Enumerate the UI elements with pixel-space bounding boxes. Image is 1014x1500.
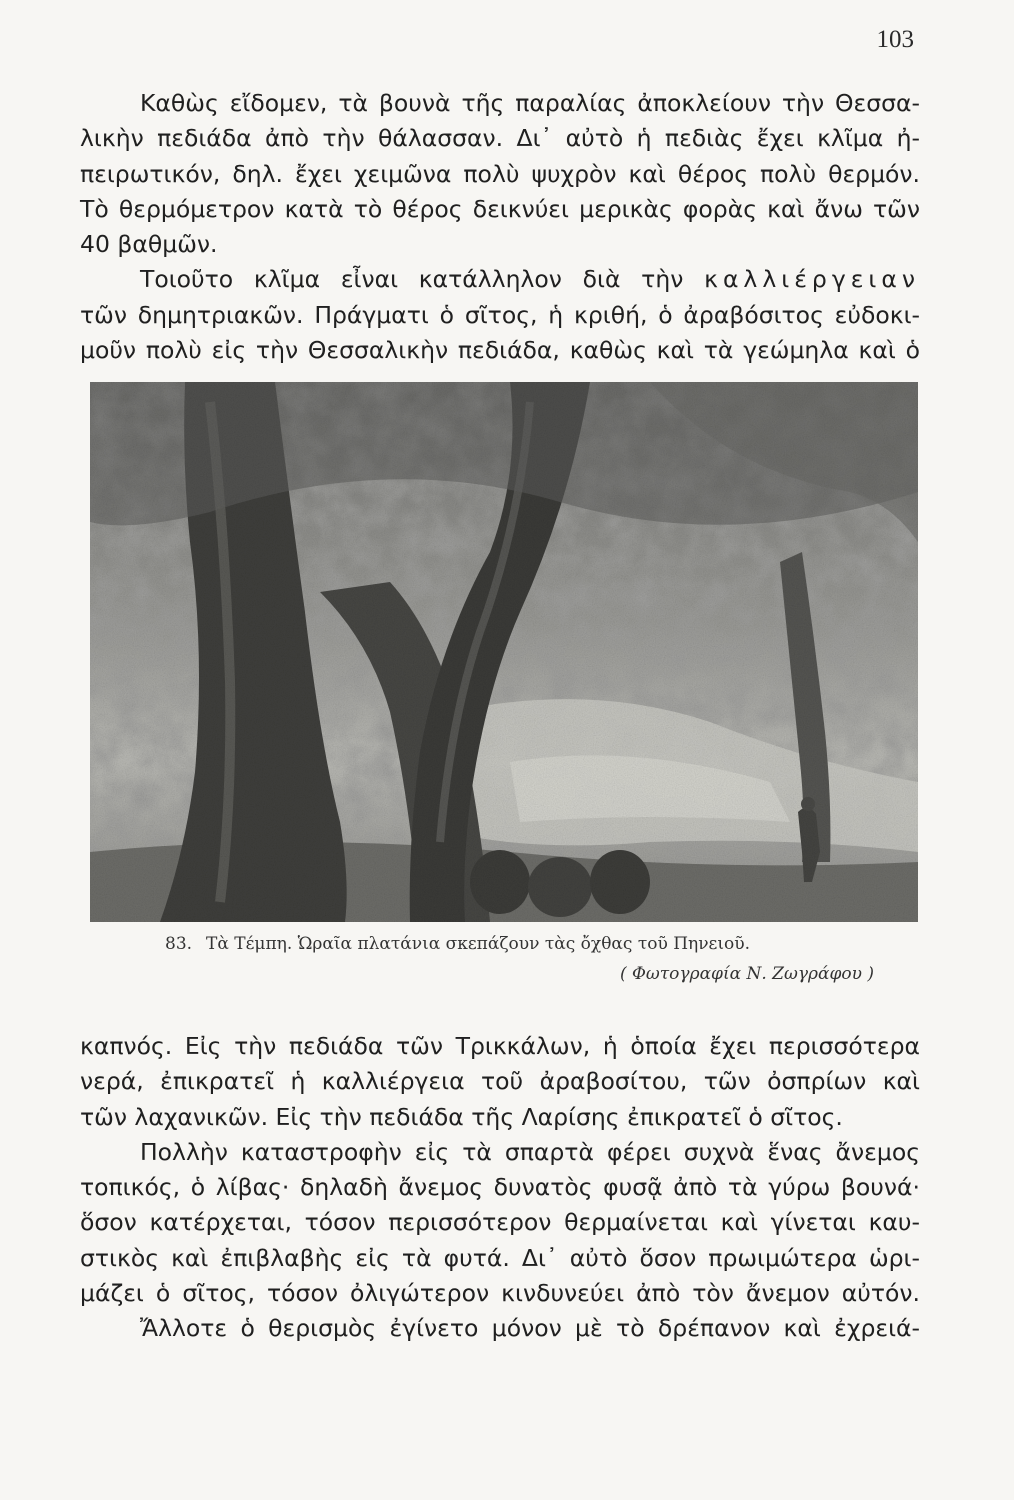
- page-number: 103: [876, 26, 914, 53]
- photo-credit: ( Φωτογραφία Ν. Ζωγράφου ): [619, 964, 874, 984]
- bottom-text-block: [80, 1029, 920, 1347]
- text-line: Πολλὴν καταστροφὴν εἰς τὰ σπαρτὰ φέρει συχνὰ ἕνας ἄνεμος: [140, 1137, 920, 1166]
- photograph-illustration: [90, 382, 918, 922]
- text-line: μάζει ὁ σῖτος, τόσον ὀλιγώτερον κινδυνεύει ἀπὸ τὸν ἄνεμον αὐτόν.: [80, 1279, 920, 1308]
- text-line: Καθὼς εἴδομεν, τὰ βουνὰ τῆς παραλίας ἀποκλείουν τὴν Θεσσα-: [140, 89, 920, 117]
- figure-caption: [165, 934, 750, 954]
- text-line: στικὸς καὶ ἐπιβλαβὴς εἰς τὰ φυτά. Δι᾽ αὐτὸ ὅσον πρωιμώτερα ὡρι-: [80, 1243, 920, 1272]
- text-line: τῶν λαχανικῶν. Εἰς τὴν πεδιάδα τῆς Λαρίσης ἐπικρατεῖ ὁ σῖτος.: [80, 1102, 843, 1131]
- figure-number: 83.: [165, 934, 193, 954]
- text-line: καπνός. Εἰς τὴν πεδιάδα τῶν Τρικκάλων, ἡ ὁποία ἔχει περισσότερα: [80, 1032, 920, 1060]
- text-line: [80, 262, 920, 297]
- text-line: λικὴν πεδιάδα ἀπὸ τὴν θάλασσαν. Δι᾽ αὐτὸ ἡ πεδιὰς ἔχει κλῖμα ἠ-: [80, 124, 920, 153]
- text-segment: Τοιοῦτο κλῖμα εἶναι κατάλληλον διὰ τὴν: [140, 265, 684, 294]
- text-line: νερά, ἐπικρατεῖ ἡ καλλιέργεια τοῦ ἀραβοσίτου, τῶν ὀσπρίων καὶ: [80, 1067, 920, 1096]
- text-line: ὅσον κατέρχεται, τόσον περισσότερον θερμαίνεται καὶ γίνεται καυ-: [80, 1208, 920, 1237]
- top-text-block: [80, 86, 920, 368]
- text-line: Ἄλλοτε ὁ θερισμὸς ἐγίνετο μόνον μὲ τὸ δρέπανον καὶ ἐχρειά-: [140, 1314, 920, 1343]
- figure-caption-text: Τὰ Τέμπη. Ὡραῖα πλατάνια σκεπάζουν τὰς ὄχθας τοῦ Πηνειοῦ.: [206, 934, 751, 954]
- text-line: Τὸ θερμόμετρον κατὰ τὸ θέρος δεικνύει μερικὰς φορὰς καὶ ἄνω τῶν: [80, 194, 920, 223]
- text-line: τῶν δημητριακῶν. Πράγματι ὁ σῖτος, ἡ κριθή, ὁ ἀραβόσιτος εὐδοκι-: [80, 300, 920, 329]
- photograph-plane-trees: [90, 382, 918, 922]
- emphasized-word: καλλιέργειαν: [704, 265, 920, 294]
- text-line: πειρωτικόν, δηλ. ἔχει χειμῶνα πολὺ ψυχρὸν καὶ θέρος πολὺ θερμόν.: [80, 159, 920, 188]
- text-line: μοῦν πολὺ εἰς τὴν Θεσσαλικὴν πεδιάδα, καθὼς καὶ τὰ γεώμηλα καὶ ὁ: [80, 336, 920, 365]
- text-line: τοπικός, ὁ λίβας· δηλαδὴ ἄνεμος δυνατὸς φυσᾷ ἀπὸ τὰ γύρω βουνά·: [80, 1173, 920, 1202]
- text-line: 40 βαθμῶν.: [80, 230, 218, 259]
